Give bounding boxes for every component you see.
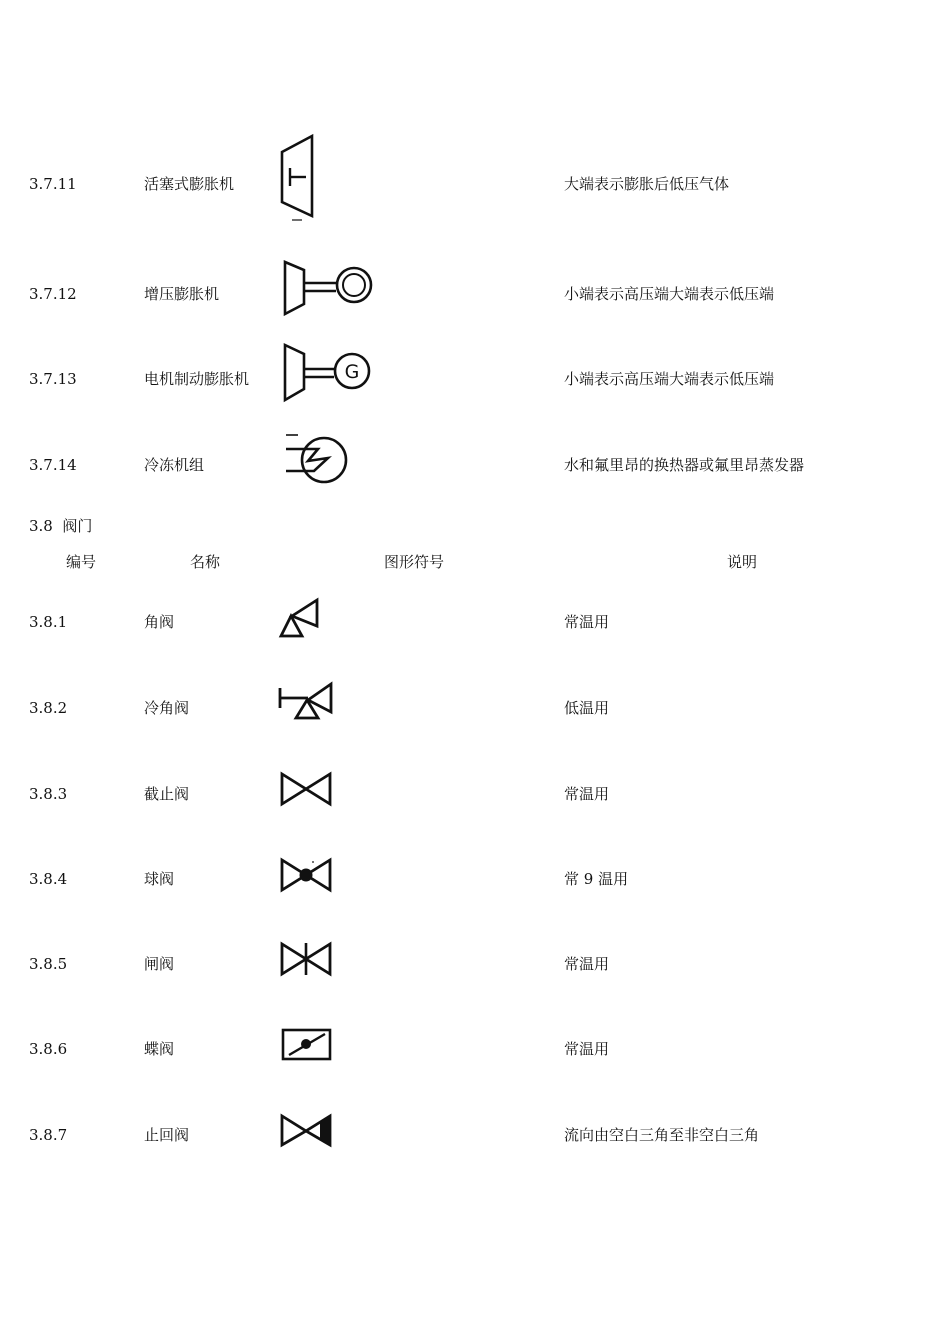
table-row bbox=[0, 343, 950, 443]
refrigeration-unit-icon bbox=[270, 430, 360, 490]
header-number: 编号 bbox=[66, 553, 97, 571]
globe-valve-icon bbox=[270, 770, 340, 810]
item-number: 3.7.13 bbox=[29, 370, 77, 388]
item-description: 大端表示膨胀后低压气体 bbox=[564, 175, 730, 193]
item-number: 3.8.1 bbox=[29, 613, 68, 631]
item-name: 截止阀 bbox=[144, 785, 190, 803]
table-row bbox=[0, 770, 950, 870]
item-name: 电机制动膨胀机 bbox=[144, 370, 250, 388]
table-row bbox=[0, 1111, 950, 1211]
header-symbol: 图形符号 bbox=[384, 553, 445, 571]
motor-brake-expander-icon bbox=[270, 343, 380, 403]
item-name: 蝶阀 bbox=[144, 1040, 175, 1058]
item-number: 3.7.12 bbox=[29, 285, 77, 303]
item-name: 冷角阀 bbox=[144, 699, 190, 717]
table-row bbox=[0, 678, 950, 778]
item-name: 止回阀 bbox=[144, 1126, 190, 1144]
item-name: 活塞式膨胀机 bbox=[144, 175, 235, 193]
section-title: 3.8 阀门 bbox=[29, 517, 93, 535]
item-name: 冷冻机组 bbox=[144, 456, 205, 474]
item-number: 3.7.14 bbox=[29, 456, 77, 474]
table-row bbox=[0, 134, 950, 234]
angle-valve-icon bbox=[270, 592, 340, 652]
item-name: 角阀 bbox=[144, 613, 175, 631]
item-description: 流向由空白三角至非空白三角 bbox=[564, 1126, 760, 1144]
item-description: 常温用 bbox=[564, 1040, 610, 1058]
header-description: 说明 bbox=[727, 553, 758, 571]
table-row bbox=[0, 592, 950, 692]
table-row bbox=[0, 430, 950, 530]
item-description: 水和氟里昂的换热器或氟里昂蒸发器 bbox=[564, 456, 805, 474]
piston-expander-icon bbox=[270, 134, 330, 224]
svg-text:G: G bbox=[344, 361, 360, 383]
item-number: 3.8.5 bbox=[29, 955, 68, 973]
butterfly-valve-icon bbox=[270, 1026, 340, 1066]
item-name: 闸阀 bbox=[144, 955, 175, 973]
item-description: 低温用 bbox=[564, 699, 610, 717]
table-row bbox=[0, 940, 950, 1040]
item-number: 3.7.11 bbox=[29, 175, 77, 193]
ball-valve-icon bbox=[270, 856, 340, 896]
item-name: 球阀 bbox=[144, 870, 175, 888]
item-description: 常温用 bbox=[564, 785, 610, 803]
item-description: 常温用 bbox=[564, 613, 610, 631]
item-number: 3.8.6 bbox=[29, 1040, 68, 1058]
cold-angle-valve-icon bbox=[270, 678, 340, 738]
gate-valve-icon bbox=[270, 940, 340, 980]
item-name: 增压膨胀机 bbox=[144, 285, 220, 303]
booster-expander-icon bbox=[270, 260, 380, 320]
item-description: 常温用 bbox=[564, 955, 610, 973]
check-valve-icon bbox=[270, 1111, 340, 1151]
item-description: 小端表示高压端大端表示低压端 bbox=[564, 285, 775, 303]
item-number: 3.8.4 bbox=[29, 870, 68, 888]
item-description: 常 9 温用 bbox=[564, 870, 629, 888]
item-number: 3.8.2 bbox=[29, 699, 68, 717]
item-number: 3.8.7 bbox=[29, 1126, 68, 1144]
item-description: 小端表示高压端大端表示低压端 bbox=[564, 370, 775, 388]
header-name: 名称 bbox=[190, 553, 221, 571]
item-number: 3.8.3 bbox=[29, 785, 68, 803]
